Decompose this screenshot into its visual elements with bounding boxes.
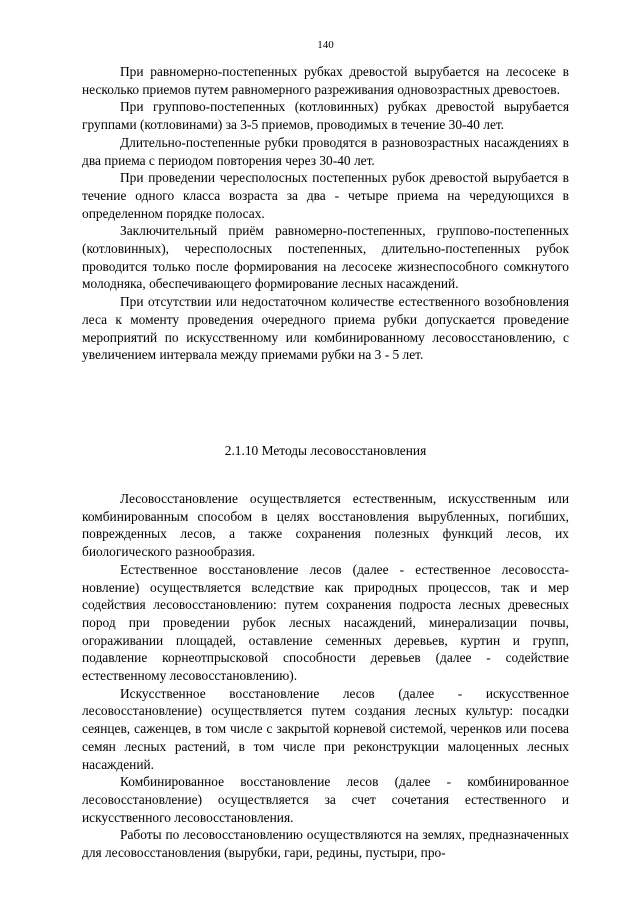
page-number: 140 — [317, 39, 334, 51]
text-block-bottom — [82, 490, 569, 862]
paragraph: Естественное восстановление лесов (далее - естественное лесовосстановление) осуществляется вследствие как природных процессов, так и мер содействия лесовосстановлению: путем сохранения подроста лесных древесных пород при проведении рубок лесных насаждений, минерализации почвы, огораживании площадей, оставление семенных деревьев, куртин и групп, подавление корнеотпрысковой способности деревьев (далее - содействие естественному лесовосстановлению). — [82, 561, 569, 684]
paragraph: При отсутствии или недостаточном количестве естественного возобновления леса к моменту проведения очередного приема рубки допускается проведение мероприятий по искусственному или комбинированному лесовосстановлению, с увеличением интервала между приемами рубки на 3 - 5 лет. — [82, 294, 569, 363]
paragraph: При проведении чересполосных постепенных рубок древостой вырубается в течение одного класса возраста за два - четыре приема на чередующихся в определенном порядке полосах. — [82, 170, 569, 221]
paragraph: Работы по лесовосстановлению осуществляются на землях, предназначенных для лесовосстановления (вырубки, гари, редины, пустыри, про- — [82, 827, 569, 861]
paragraph: При равномерно-постепенных рубках древостой вырубается на лесосеке в несколько приемов путем равномерного разреживания одновозрастных древостоев. — [82, 64, 569, 97]
paragraph: При группово-постепенных (котловинных) рубках древостой вырубается группами (котловинами) за 3-5 приемов, проводимых в течение 30-40 лет. — [82, 99, 569, 133]
paragraph: Заключительный приём равномерно-постепенных, группово-постепенных (котловинных), чересполосных постепенных, длительно-постепенных рубок проводится только после формирования на лесосеке жизнеспособного сомкнутого молодняка, обеспечивающего формирование лесных насаждений. — [82, 223, 569, 292]
paragraph: Лесовосстановление осуществляется естественным, искусственным или комбинированным способом в целях восстановления вырубленных, погибших, поврежденных лесов, а также сохранения полезных функций лесов, их биологического разнообразия. — [82, 491, 569, 560]
paragraph: Комбинированное восстановление лесов (далее - комбинированное лесовосстановление) осуществляется за счет сочетания естественного и искусственного лесовосстановления. — [82, 774, 569, 825]
paragraph: Длительно-постепенные рубки проводятся в разновозрастных насаждениях в два приема с периодом повторения через 30-40 лет. — [82, 134, 569, 168]
text-block-top — [82, 63, 569, 364]
paragraph: Искусственное восстановление лесов (далее - искусственное лесовосстановление) осуществляется путем создания лесных культур: посадки сеянцев, саженцев, в том числе с закрытой корневой системой, черенков или посева семян лесных растений, в том числе при реконструкции малоценных лесных насаждений. — [82, 685, 569, 772]
section-heading: 2.1.10 Методы лесовосстановления — [224, 443, 427, 458]
